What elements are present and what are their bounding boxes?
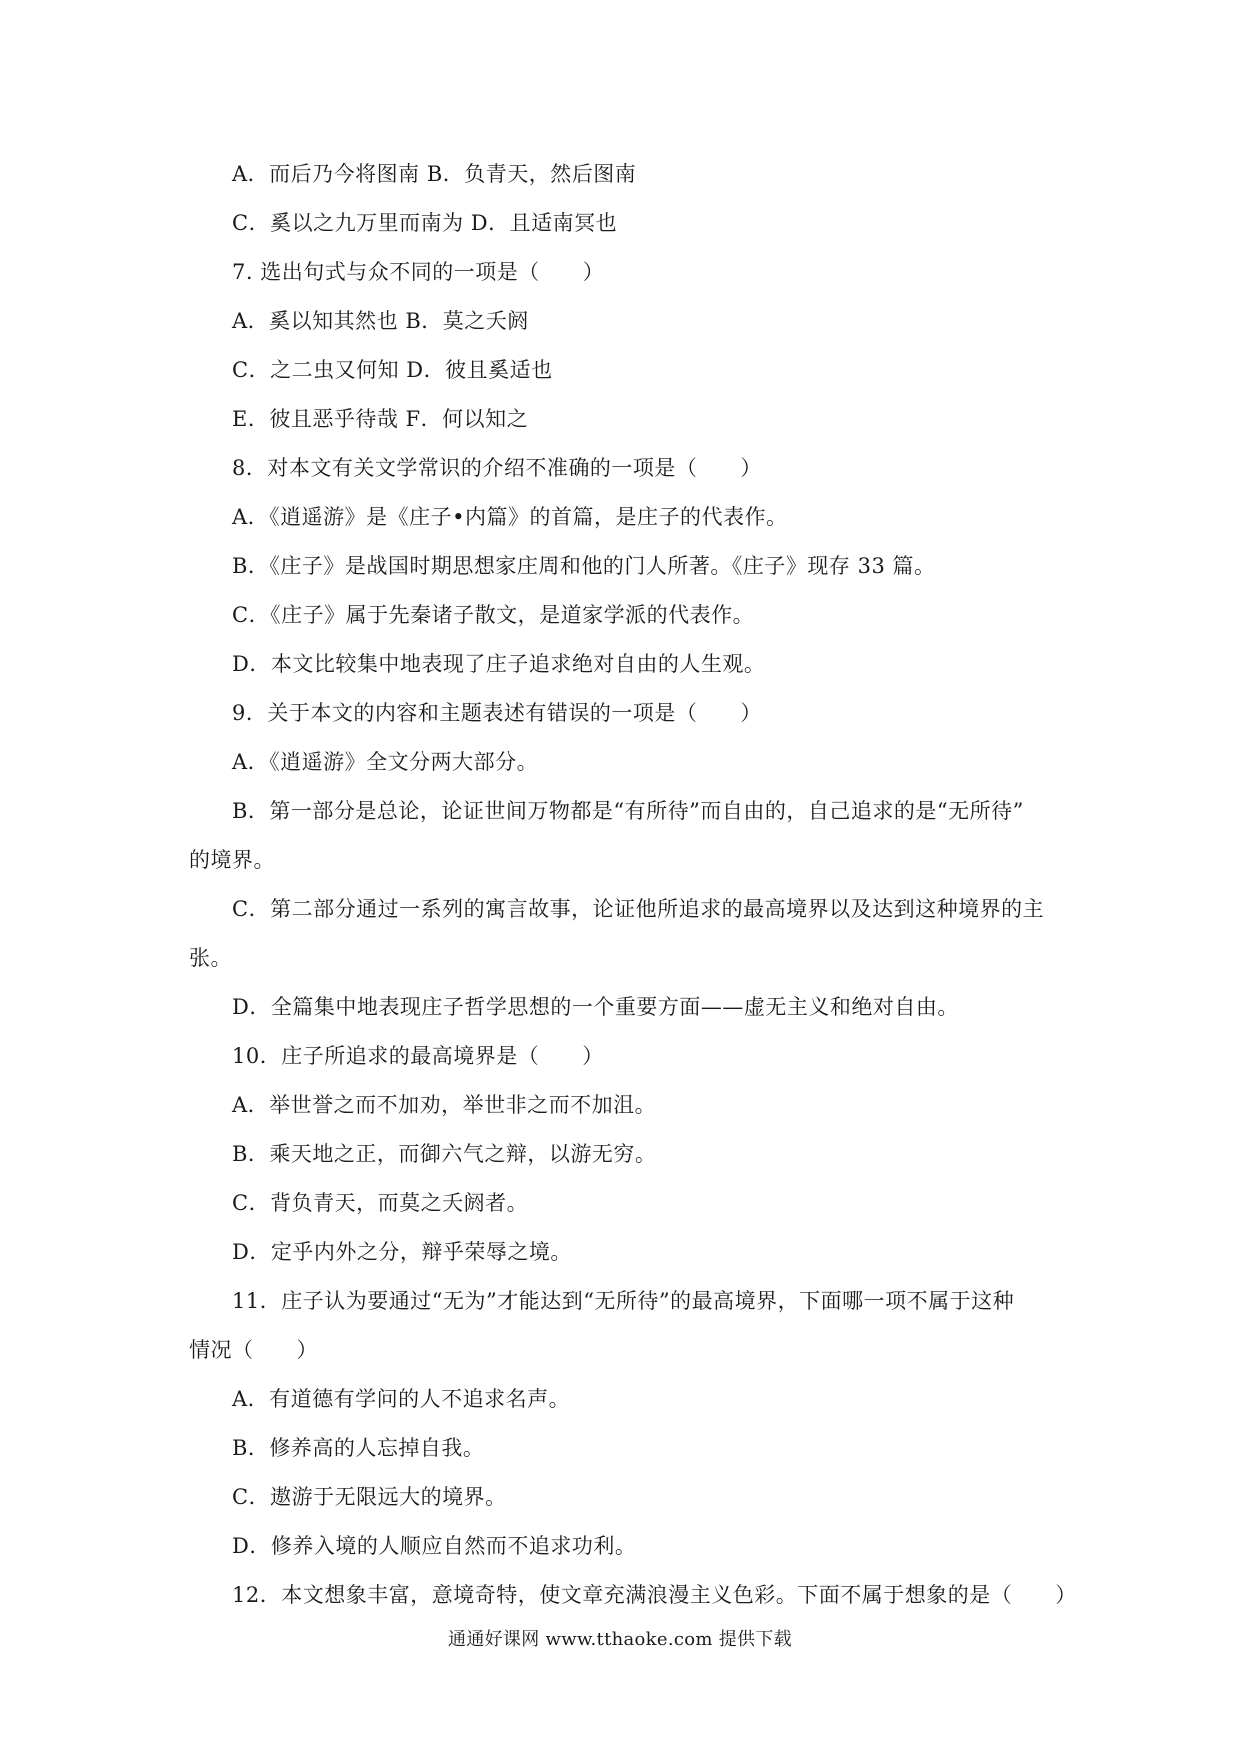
q11-option-d: D．修养入境的人顺应自然而不追求功利。 bbox=[232, 1534, 637, 1558]
q8-option-a: A．《逍遥游》是《庄子•内篇》的首篇，是庄子的代表作。 bbox=[232, 505, 788, 529]
question-10: 10．庄子所追求的最高境界是（ ） bbox=[232, 1044, 604, 1068]
page-footer: 通通好课网 www.tthaoke.com 提供下载 bbox=[448, 1629, 792, 1650]
q8-option-b: B．《庄子》是战国时期思想家庄周和他的门人所著。《庄子》现存 33 篇。 bbox=[232, 554, 936, 578]
q7-options-ab: A．奚以知其然也 B．莫之夭阏 bbox=[232, 309, 529, 333]
q9-option-a: A．《逍遥游》全文分两大部分。 bbox=[232, 750, 539, 774]
question-12: 12．本文想象丰富，意境奇特，使文章充满浪漫主义色彩。下面不属于想象的是（ ） bbox=[232, 1583, 1077, 1607]
q6-options-ab: A．而后乃今将图南 B．负青天，然后图南 bbox=[232, 162, 637, 186]
q10-option-b: B．乘天地之正，而御六气之辩，以游无穷。 bbox=[232, 1142, 657, 1166]
q11-option-c: C．遨游于无限远大的境界。 bbox=[232, 1485, 507, 1509]
question-9: 9．关于本文的内容和主题表述有错误的一项是（ ） bbox=[232, 701, 762, 725]
question-7: 7. 选出句式与众不同的一项是（ ） bbox=[232, 260, 605, 284]
question-11: 11．庄子认为要通过“无为”才能达到“无所待”的最高境界，下面哪一项不属于这种 bbox=[232, 1289, 1015, 1313]
q10-option-d: D．定乎内外之分，辩乎荣辱之境。 bbox=[232, 1240, 572, 1264]
q7-options-cd: C．之二虫又何知 D．彼且奚适也 bbox=[232, 358, 553, 382]
q9-option-d: D．全篇集中地表现庄子哲学思想的一个重要方面——虚无主义和绝对自由。 bbox=[232, 995, 959, 1019]
q11-option-b: B．修养高的人忘掉自我。 bbox=[232, 1436, 485, 1460]
q7-options-ef: E．彼且恶乎待哉 F．何以知之 bbox=[232, 407, 529, 431]
q9-option-c: C．第二部分通过一系列的寓言故事，论证他所追求的最高境界以及达到这种境界的主 bbox=[232, 897, 1045, 921]
q9-option-b: B．第一部分是总论，论证世间万物都是“有所待”而自由的，自己追求的是“无所待” bbox=[232, 799, 1024, 823]
q8-option-c: C．《庄子》属于先秦诸子散文，是道家学派的代表作。 bbox=[232, 603, 755, 627]
q8-option-d: D．本文比较集中地表现了庄子追求绝对自由的人生观。 bbox=[232, 652, 766, 676]
q9-option-b-cont: 的境界。 bbox=[189, 848, 275, 872]
q11-option-a: A．有道德有学问的人不追求名声。 bbox=[232, 1387, 571, 1411]
q9-option-c-cont: 张。 bbox=[189, 946, 232, 970]
question-11-cont: 情况（ ） bbox=[189, 1338, 318, 1362]
q10-option-c: C．背负青天，而莫之夭阏者。 bbox=[232, 1191, 529, 1215]
question-8: 8．对本文有关文学常识的介绍不准确的一项是（ ） bbox=[232, 456, 762, 480]
q6-options-cd: C．奚以之九万里而南为 D．且适南冥也 bbox=[232, 211, 618, 235]
q10-option-a: A．举世誉之而不加劝，举世非之而不加沮。 bbox=[232, 1093, 657, 1117]
